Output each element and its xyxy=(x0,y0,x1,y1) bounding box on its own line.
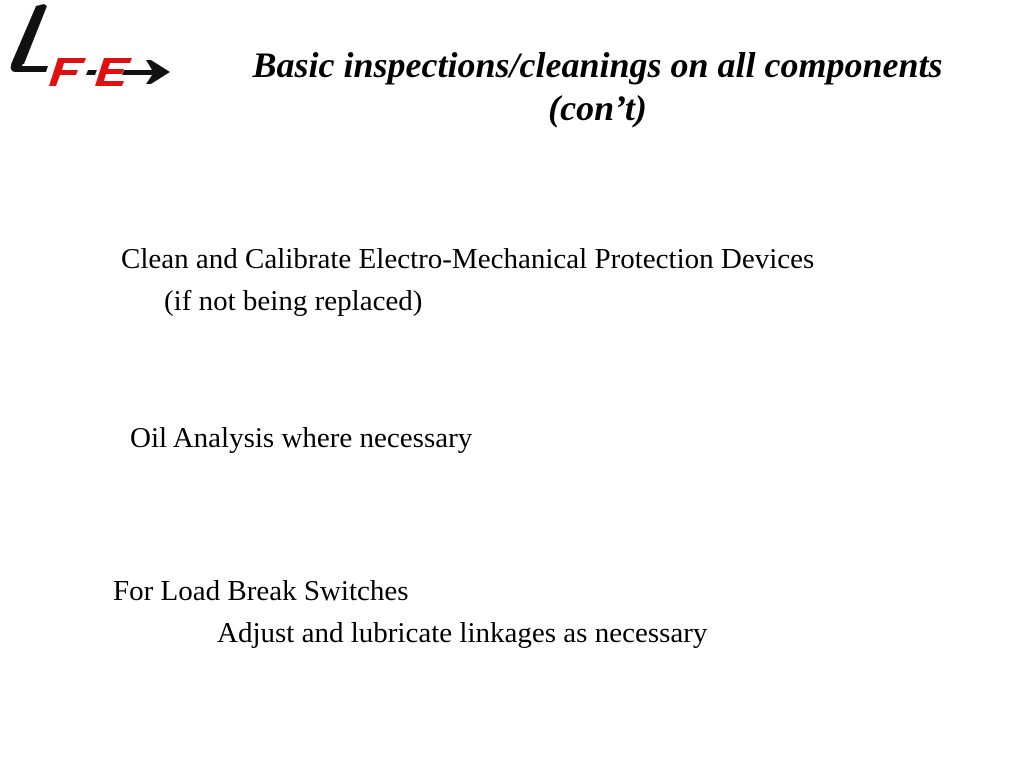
slide-title xyxy=(200,44,995,130)
bullet-oil-analysis xyxy=(130,417,472,459)
title-line-2: (con’t) xyxy=(548,88,647,128)
bullet-text: For Load Break Switches xyxy=(113,575,409,607)
bullet-text: Oil Analysis where necessary xyxy=(130,422,473,454)
title-line-1: Basic inspections/cleanings on all components xyxy=(252,45,943,85)
bullet-load-break-switches xyxy=(113,570,707,654)
bullet-text: Clean and Calibrate Electro-Mechanical Protection Devices xyxy=(121,243,815,275)
bullet-subtext: Adjust and lubricate linkages as necessary xyxy=(217,617,708,649)
bullet-calibrate-devices xyxy=(121,238,814,322)
lfe-logo xyxy=(0,0,175,95)
bullet-subtext: (if not being replaced) xyxy=(164,285,423,317)
